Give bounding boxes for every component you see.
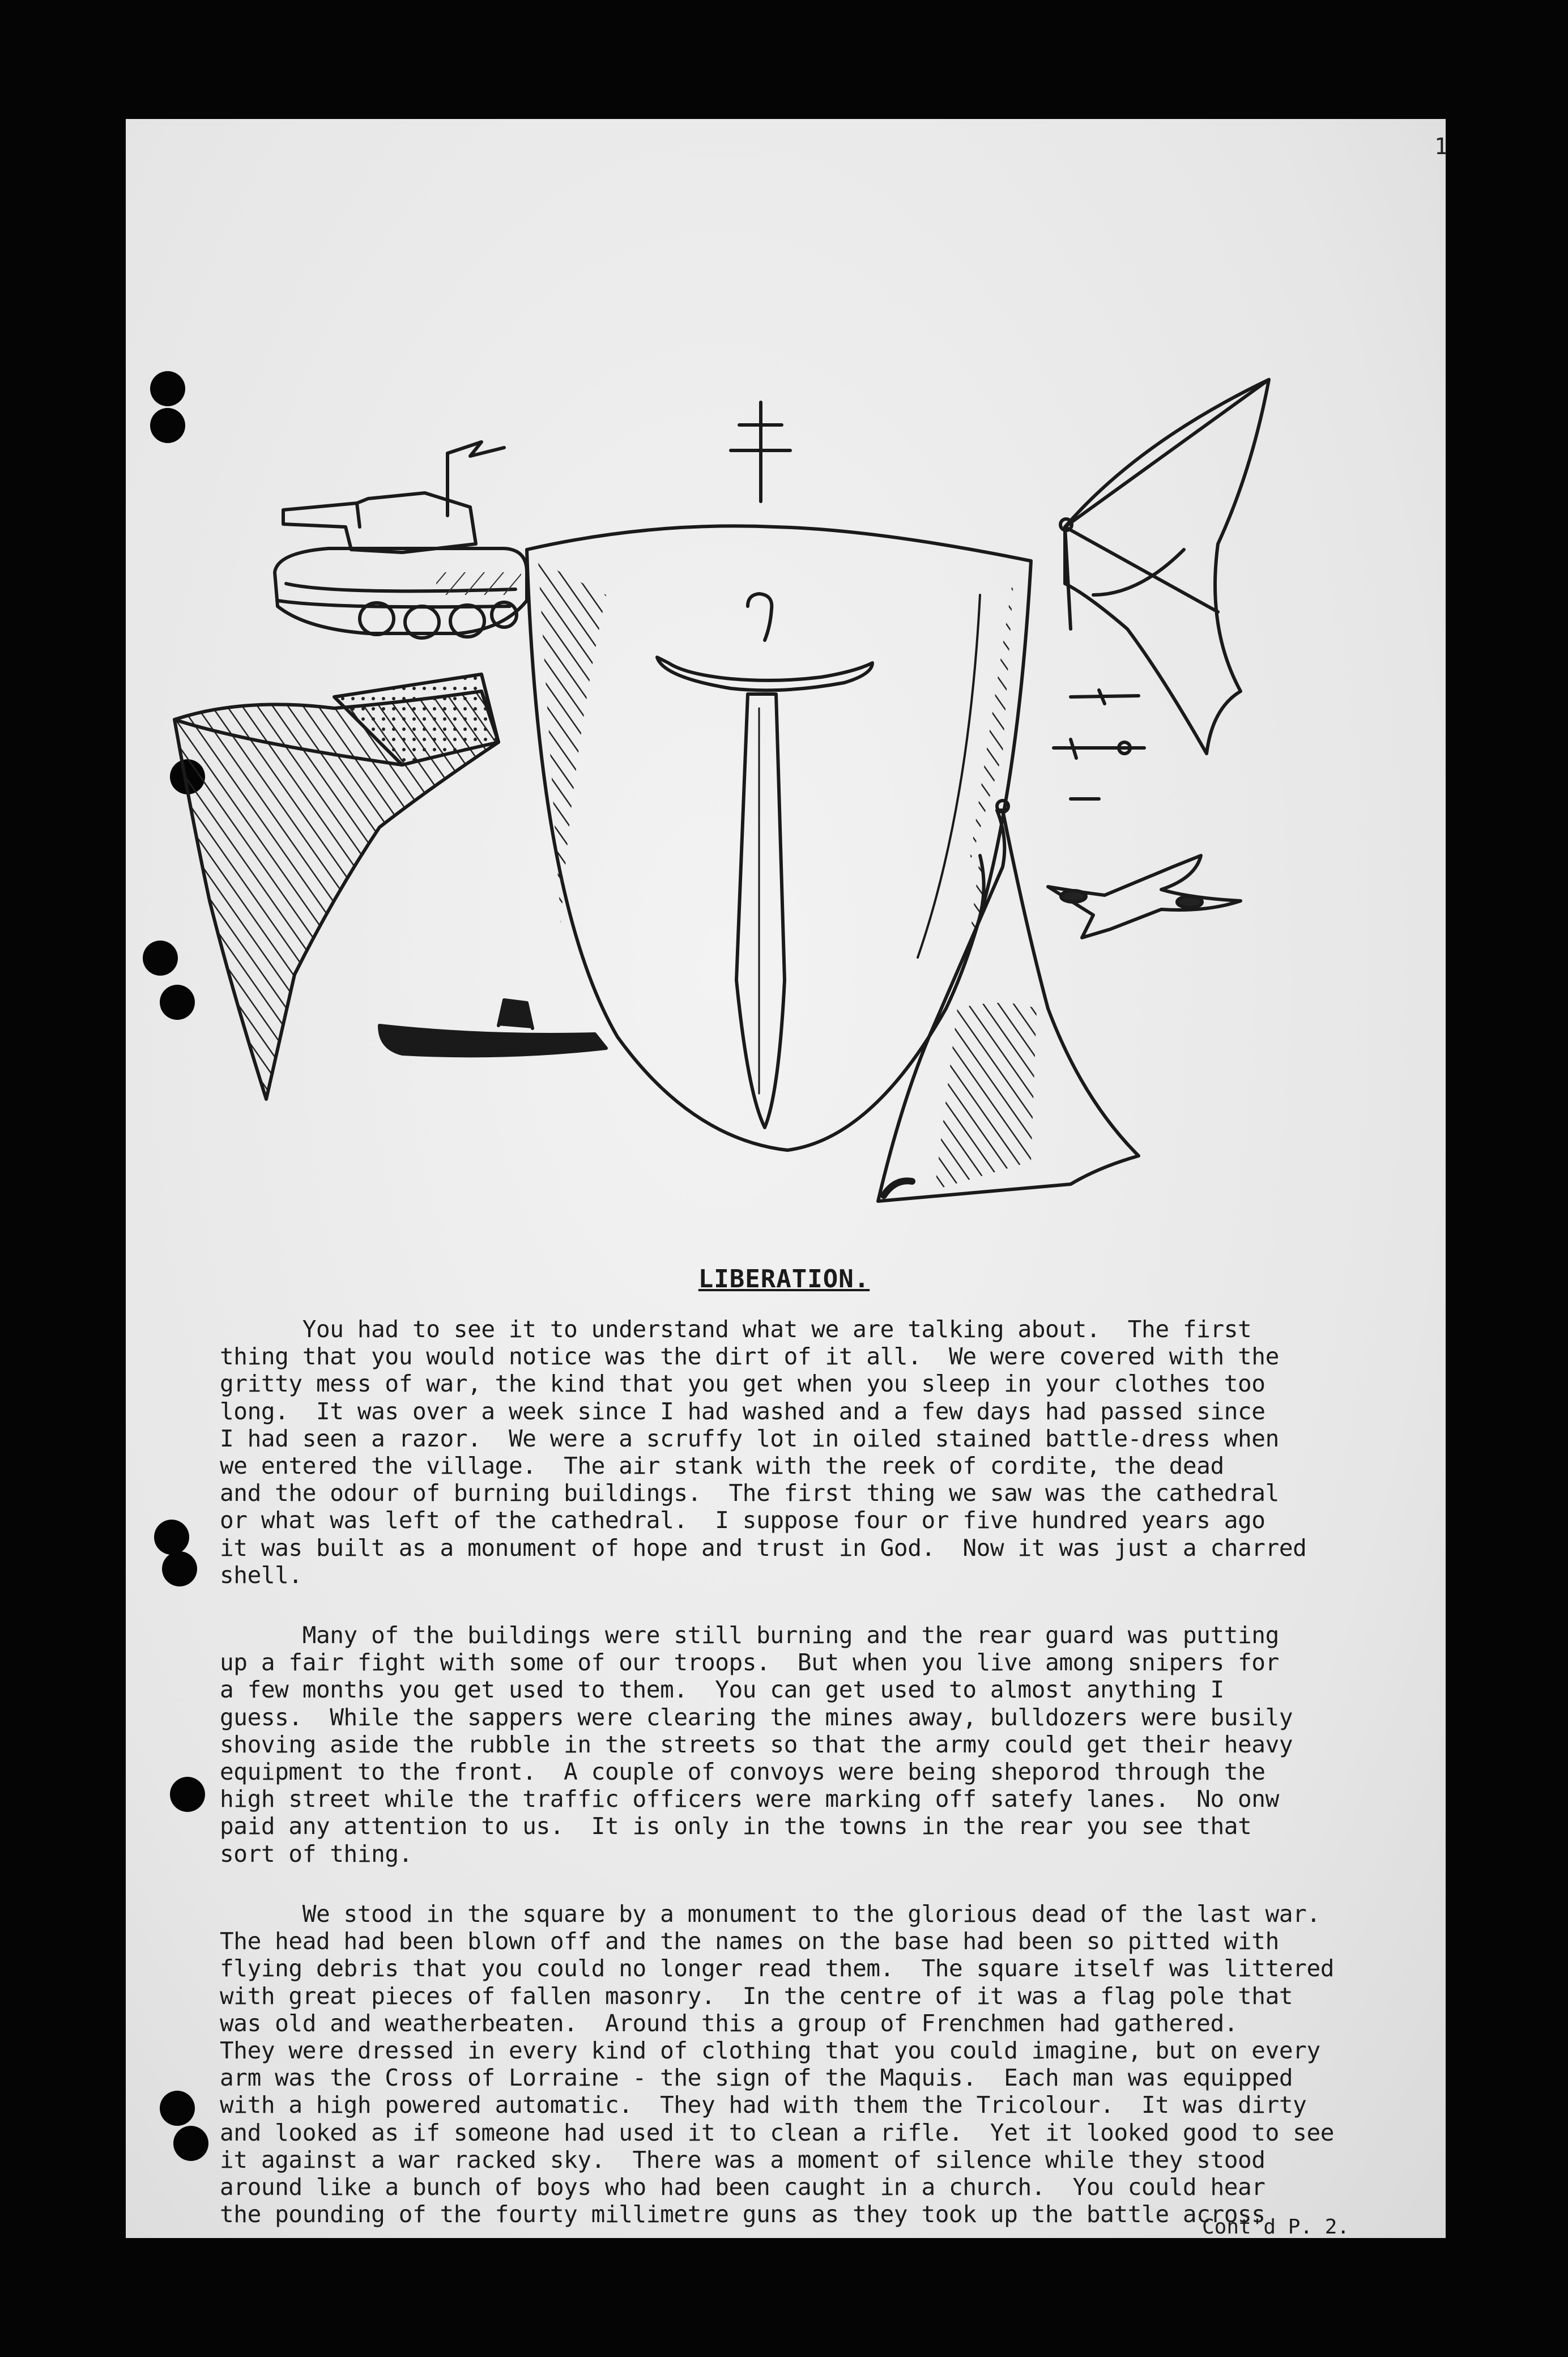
text-line: equipment to the front. A couple of convoys were being sheporod through the — [220, 1758, 1266, 1786]
text-line: We stood in the square by a monument to the glorious dead of the last war. — [220, 1900, 1320, 1928]
text-line: I had seen a razor. We were a scruffy lot in oiled stained battle-dress when — [220, 1424, 1279, 1452]
pen-illustration — [164, 357, 1331, 1229]
page-number: 1 — [1434, 134, 1448, 160]
text-line: long. It was over a week since I had washed and a few days had passed since — [220, 1397, 1266, 1425]
text-line: the pounding of the fourty millimetre guns as they took up the battle across — [220, 2201, 1266, 2228]
binder-hole — [170, 1777, 205, 1812]
text-line: and the odour of burning buildings. The first thing we saw was the cathedral — [220, 1479, 1279, 1507]
text-line: You had to see it to understand what we are talking about. The first — [220, 1316, 1252, 1343]
paragraph-1 — [220, 1316, 1353, 1589]
hatched-pennant-sketch — [878, 801, 1139, 1201]
text-line: was old and weatherbeaten. Around this a group of Frenchmen had gathered. — [220, 2009, 1238, 2037]
continued-note: Cont'd P. 2. — [1202, 2215, 1350, 2239]
binder-hole — [160, 2091, 195, 2126]
text-line: Many of the buildings were still burning and the rear guard was putting — [220, 1622, 1279, 1649]
text-line: They were dressed in every kind of clothing that you could imagine, but on every — [220, 2037, 1320, 2065]
text-line: sort of thing. — [220, 1840, 412, 1867]
cross-of-lorraine — [731, 402, 790, 501]
text-line: around like a bunch of boys who had been caught in a church. You could hear — [220, 2173, 1266, 2201]
text-line: arm was the Cross of Lorraine - the sign of the Maquis. Each man was equipped — [220, 2064, 1293, 2092]
text-line: or what was left of the cathedral. I suppose four or five hundred years ago — [220, 1507, 1266, 1534]
text-line: it against a war racked sky. There was a moment of silence while they stood — [220, 2146, 1266, 2173]
text-line: The head had been blown off and the names on the base had been so pitted with — [220, 1928, 1279, 1955]
text-line: shoving aside the rubble in the streets so that the army could get their heavy — [220, 1730, 1293, 1758]
text-line: and looked as if someone had used it to clean a rifle. Yet it looked good to see — [220, 2118, 1335, 2146]
tank-sketch — [275, 442, 527, 638]
binder-hole — [154, 1520, 189, 1555]
text-line: with great pieces of fallen masonry. In the centre of it was a flag pole that — [220, 1982, 1293, 2010]
text-line: paid any attention to us. It is only in the towns in the rear you see that — [220, 1813, 1252, 1840]
text-line: high street while the traffic officers were marking off satefy lanes. No onw — [220, 1785, 1279, 1813]
text-line: thing that you would notice was the dirt of it all. We were covered with the — [220, 1343, 1279, 1371]
text-line: shell. — [220, 1561, 302, 1589]
text-line: we entered the village. The air stank with the reek of cordite, the dead — [220, 1452, 1224, 1480]
paragraph-2 — [220, 1622, 1353, 1867]
story-title: LIBERATION. — [698, 1265, 870, 1294]
binder-hole — [173, 2126, 208, 2161]
text-line: with a high powered automatic. They had with them the Tricolour. It was dirty — [220, 2091, 1307, 2119]
text-line: a few months you get used to them. You can get used to almost anything I — [220, 1676, 1224, 1704]
text-line: guess. While the sappers were clearing the mines away, bulldozers were busily — [220, 1703, 1293, 1731]
submarine-sketch — [380, 1000, 606, 1056]
text-line: it was built as a monument of hope and trust in God. Now it was just a charred — [220, 1534, 1307, 1562]
text-line: gritty mess of war, the kind that you get when you sleep in your clothes too — [220, 1370, 1266, 1398]
binder-hole — [162, 1551, 197, 1586]
paragraph-3 — [220, 1900, 1353, 2228]
text-line: up a fair fight with some of our troops. But when you live among snipers for — [220, 1649, 1279, 1677]
text-line: flying debris that you could no longer read them. The square itself was littered — [220, 1955, 1335, 1982]
